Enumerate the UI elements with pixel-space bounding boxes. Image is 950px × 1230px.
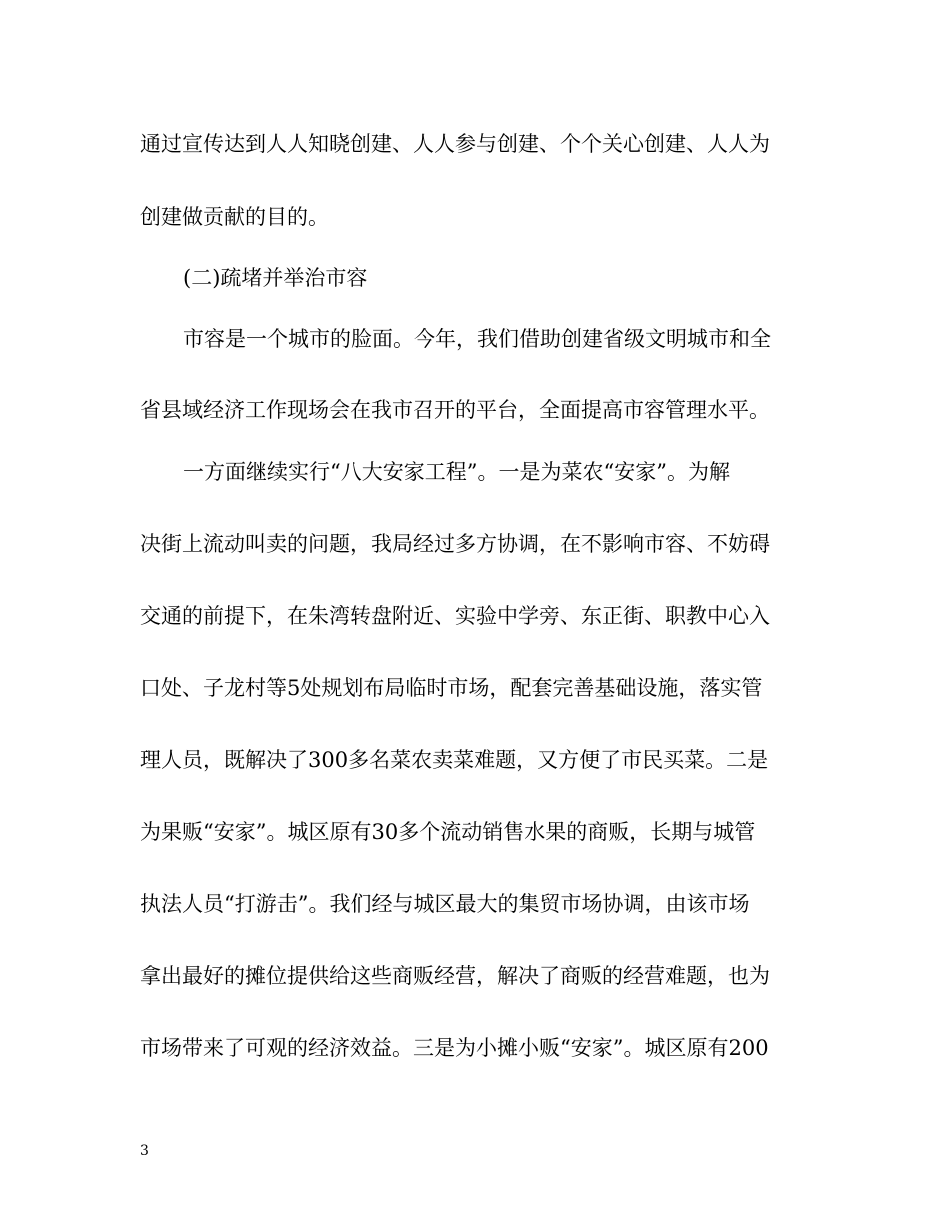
text-line-4: 市容是一个城市的脸面。今年，我们借助创建省级文明城市和全 <box>183 327 771 351</box>
text-line-6: 一方面继续实行“八大安家工程”。一是为菜农“安家”。为解 <box>183 460 730 484</box>
text-line-7: 决街上流动叫卖的问题，我局经过多方协调，在不影响市容、不妨碍 <box>140 532 770 556</box>
text-line-13: 拿出最好的摊位提供给这些商贩经营，解决了商贩的经营难题，也为 <box>140 964 770 988</box>
text-line-1: 通过宣传达到人人知晓创建、人人参与创建、个个关心创建、人人为 <box>140 132 770 156</box>
text-line-2: 创建做贡献的目的。 <box>140 205 329 229</box>
text-line-14: 市场带来了可观的经济效益。三是为小摊小贩“安家”。城区原有200 <box>140 1036 769 1060</box>
section-heading: (二)疏堵并举治市容 <box>183 266 368 290</box>
page-number: 3 <box>140 1143 149 1159</box>
text-line-11: 为果贩“安家”。城区原有30多个流动销售水果的商贩，长期与城管 <box>140 820 756 844</box>
text-line-5: 省县域经济工作现场会在我市召开的平台，全面提高市容管理水平。 <box>140 398 770 422</box>
text-line-9: 口处、子龙村等5处规划布局临时市场，配套完善基础设施，落实管 <box>140 676 763 700</box>
text-line-12: 执法人员“打游击”。我们经与城区最大的集贸市场协调，由该市场 <box>140 892 750 916</box>
text-line-8: 交通的前提下，在朱湾转盘附近、实验中学旁、东正街、职教中心入 <box>140 604 770 628</box>
text-line-10: 理人员，既解决了300多名菜农卖菜难题，又方便了市民买菜。二是 <box>140 748 769 772</box>
